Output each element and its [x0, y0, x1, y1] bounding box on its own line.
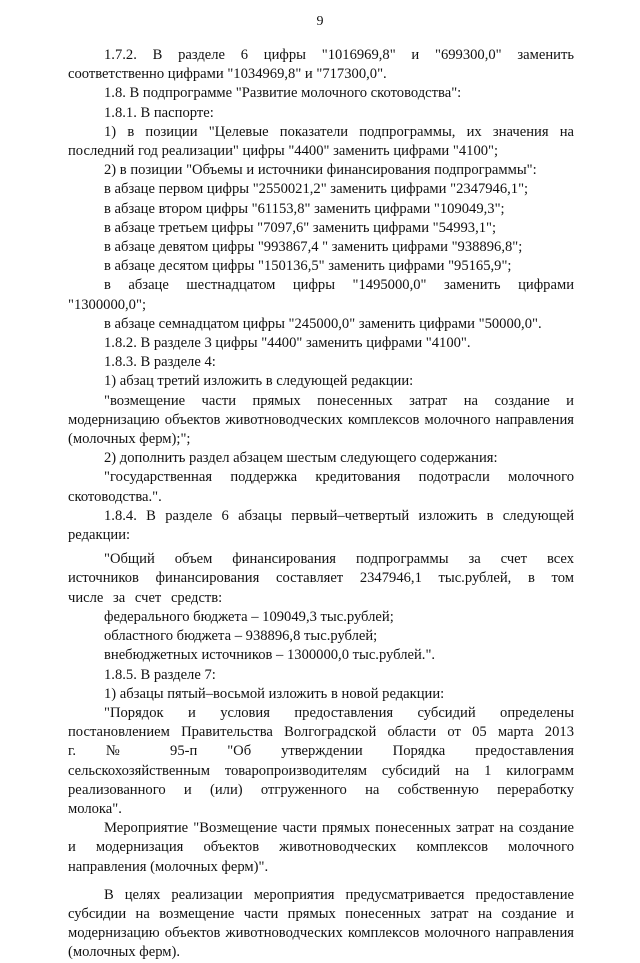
page-number: 9 — [316, 14, 324, 29]
paragraph-abzac-2: в абзаце втором цифры "61153,8" заменить цифрами "109049,3"; — [104, 200, 505, 217]
paragraph-item-1: 1) в позиции "Целевые показатели подпрограммы, их значения на последний год реализации" цифры "4400" заменить цифрами "4100"; — [68, 123, 574, 160]
paragraph-1-8: 1.8. В подпрограмме "Развитие молочного скотоводства": — [104, 85, 462, 102]
document-body — [68, 46, 574, 963]
paragraph-federal-budget: федерального бюджета – 109049,3 тыс.рублей; — [104, 608, 394, 625]
paragraph-procedure: "Порядок и условия предоставления субсидий определены постановлением Правительства Волгоградской области от 05 марта 2013 г. № 95-п "Об утверждении Порядка предоставления сельскохозяйственным товаропроизводителям субсидий на 1 килограмм реализованного и (или) отгруженного на собственную переработку молока". — [68, 704, 574, 817]
paragraph-1-8-5-item-1: 1) абзацы пятый–восьмой изложить в новой редакции: — [104, 685, 445, 702]
paragraph-measure: Мероприятие "Возмещение части прямых понесенных затрат на создание и модернизация объектов животноводческих комплексов молочного направления (молочных ферм)". — [68, 820, 574, 875]
paragraph-1-8-3-item-1: 1) абзац третий изложить в следующей редакции: — [104, 373, 414, 390]
paragraph-1-7-2: 1.7.2. В разделе 6 цифры "1016969,8" и "699300,0" заменить соответственно цифрами "1034969,8" и "717300,0". — [68, 47, 574, 83]
paragraph-1-8-4: 1.8.4. В разделе 6 абзацы первый–четвертый изложить в следующей редакции: — [68, 507, 574, 544]
paragraph-1-8-1: 1.8.1. В паспорте: — [104, 104, 214, 121]
paragraph-total-financing: "Общий объем финансирования подпрограммы за счет всех источников финансирования составляет 2347946,1 тыс.рублей, в том числе за счет средств: — [68, 551, 574, 606]
paragraph-item-2: 2) в позиции "Объемы и источники финансирования подпрограммы": — [104, 162, 537, 179]
paragraph-implementation: В целях реализации мероприятия предусматривается предоставление субсидии на возмещение части прямых понесенных затрат на создание и модернизацию объектов животноводческих комплексов молочного направления (молочных ферм). — [68, 886, 574, 961]
paragraph-1-8-5: 1.8.5. В разделе 7: — [104, 666, 216, 683]
paragraph-abzac-16: в абзаце шестнадцатом цифры "1495000,0" заменить цифрами "1300000,0"; — [68, 277, 574, 313]
paragraph-extrabudgetary: внебюджетных источников – 1300000,0 тыс.рублей.". — [104, 647, 436, 664]
paragraph-abzac-17: в абзаце семнадцатом цифры "245000,0" заменить цифрами "50000,0". — [104, 315, 542, 332]
paragraph-quote-credit: "государственная поддержка кредитования подотрасли молочного скотоводства.". — [68, 469, 574, 505]
paragraph-1-8-2: 1.8.2. В разделе 3 цифры "4400" заменить цифрами "4100". — [104, 335, 471, 352]
paragraph-quote-modernization: "возмещение части прямых понесенных затрат на создание и модернизацию объектов животноводческих комплексов молочного направления (молочных ферм);"; — [68, 392, 574, 448]
paragraph-abzac-9: в абзаце девятом цифры "993867,4 " заменить цифрами "938896,8"; — [104, 239, 523, 256]
paragraph-abzac-10: в абзаце десятом цифры "150136,5" заменить цифрами "95165,9"; — [104, 258, 512, 275]
paragraph-regional-budget: областного бюджета – 938896,8 тыс.рублей; — [104, 628, 378, 645]
paragraph-abzac-3: в абзаце третьем цифры "7097,6" заменить цифрами "54993,1"; — [104, 219, 497, 236]
paragraph-abzac-1: в абзаце первом цифры "2550021,2" заменить цифрами "2347946,1"; — [104, 181, 529, 198]
paragraph-1-8-3-item-2: 2) дополнить раздел абзацем шестым следующего содержания: — [104, 450, 498, 467]
paragraph-1-8-3: 1.8.3. В разделе 4: — [104, 354, 216, 371]
